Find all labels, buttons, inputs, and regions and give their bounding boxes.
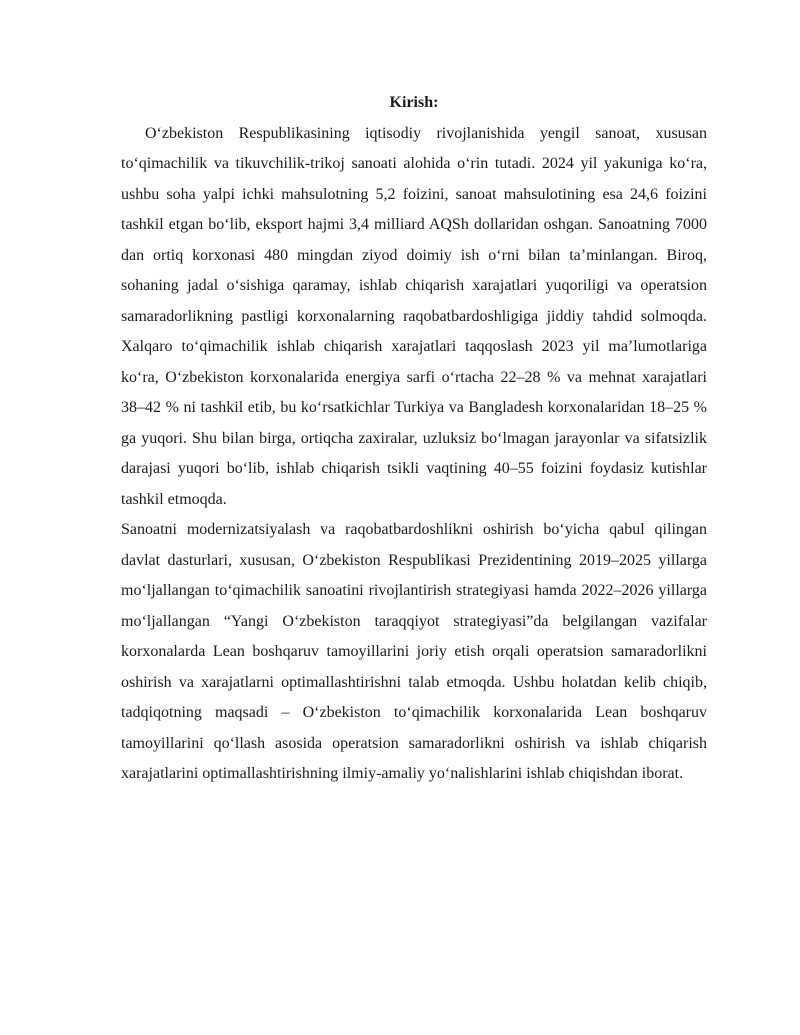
document-body (121, 88, 707, 790)
paragraph-objective: Sanoatni modernizatsiyalash va raqobatbardoshlikni oshirish bo‘yicha qabul qilingan davlat dasturlari, xususan, O‘zbekiston Respublikasi Prezidentining 2019–2025 yillarga mo‘ljallangan to‘qimachilik sanoatini rivojlantirish strategiyasi hamda 2022–2026 yillarga mo‘ljallangan “Yangi O‘zbekiston taraqqiyot strategiyasi”da belgilangan vazifalar korxonalarda Lean boshqaruv tamoyillarini joriy etish orqali operatsion samaradorlikni oshirish va xarajatlarni optimallashtirishni talab etmoqda. Ushbu holatdan kelib chiqib, tadqiqotning maqsadi – O‘zbekiston to‘qimachilik korxonalarida Lean boshqaruv tamoyillarini qo‘llash asosida operatsion samaradorlikni oshirish va ishlab chiqarish xarajatlarini optimallashtirishning ilmiy-amaliy yo‘nalishlarini ishlab chiqishdan iborat. (121, 521, 707, 782)
section-heading: Kirish: (389, 94, 439, 111)
paragraph-introduction: O‘zbekiston Respublikasining iqtisodiy rivojlanishida yengil sanoat, xususan to‘qimachilik va tikuvchilik-trikoj sanoati alohida o‘rin tutadi. 2024 yil yakuniga ko‘ra, ushbu soha yalpi ichki mahsulotning 5,2 foizini, sanoat mahsulotining esa 24,6 foizini tashkil etgan bo‘lib, eksport hajmi 3,4 milliard AQSh dollaridan oshgan. Sanoatning 7000 dan ortiq korxonasi 480 mingdan ziyod doimiy ish o‘rni bilan ta’minlangan. Biroq, sohaning jadal o‘sishiga qaramay, ishlab chiqarish xarajatlari yuqoriligi va operatsion samaradorlikning pastligi korxonalarning raqobatbardoshligiga jiddiy tahdid solmoqda. Xalqaro to‘qimachilik ishlab chiqarish xarajatlari taqqoslash 2023 yil ma’lumotlariga ko‘ra, O‘zbekiston korxonalarida energiya sarfi o‘rtacha 22–28 % va mehnat xarajatlari 38–42 % ni tashkil etib, bu ko‘rsatkichlar Turkiya va Bangladesh korxonalaridan 18–25 % ga yuqori. Shu bilan birga, ortiqcha zaxiralar, uzluksiz bo‘lmagan jarayonlar va sifatsizlik darajasi yuqori bo‘lib, ishlab chiqarish tsikli vaqtining 40–55 foizini foydasiz kutishlar tashkil etmoqda. (121, 124, 707, 508)
